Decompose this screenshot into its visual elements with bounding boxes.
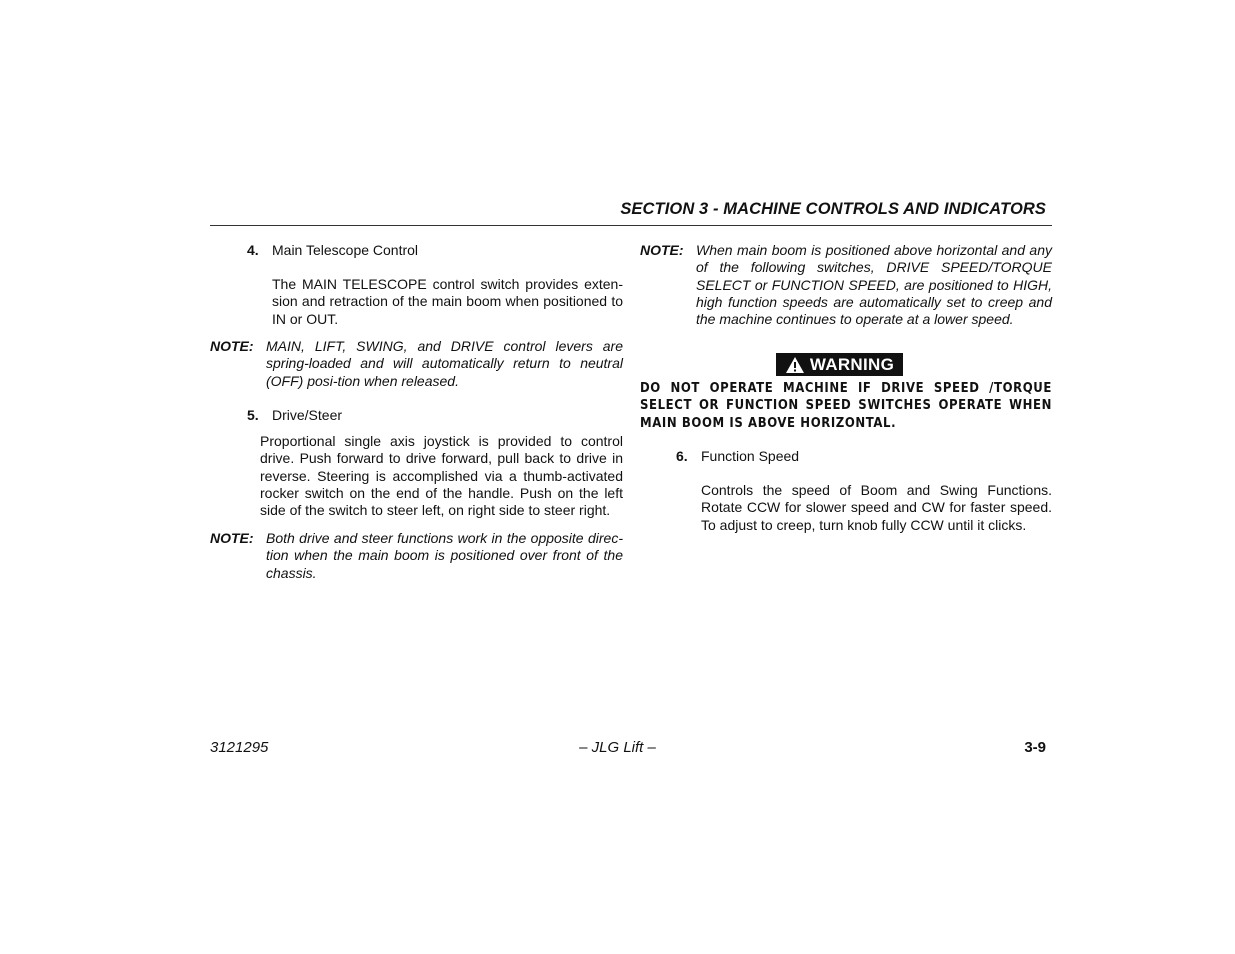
item-5-body: Proportional single axis joystick is provided to control drive. Push forward to drive forward, pull back to drive in reverse. Steering is accomplished via a thumb-activated rocker switch on the end of the handle. Push on the left side of the switch to steer left, on right side to steer right. bbox=[260, 433, 623, 519]
note-3-label: NOTE: bbox=[640, 242, 684, 258]
item-6-body: Controls the speed of Boom and Swing Functions. Rotate CCW for slower speed and CW for faster speed. To adjust to creep, turn knob fully CCW until it clicks. bbox=[701, 482, 1052, 533]
note-2-label: NOTE: bbox=[210, 530, 254, 546]
item-4-number: 4. bbox=[247, 242, 259, 258]
note-2-text: Both drive and steer functions work in the opposite direc-tion when the main boom is positioned over front of the chassis. bbox=[266, 530, 623, 581]
section-title: SECTION 3 - MACHINE CONTROLS AND INDICATORS bbox=[620, 200, 1046, 218]
note-3-text: When main boom is positioned above horizontal and any of the following switches, DRIVE SPEED/TORQUE SELECT or FUNCTION SPEED, are positioned to HIGH, high function speeds are automatically set to creep and the machine continues to operate at a lower speed. bbox=[696, 242, 1052, 328]
warning-badge-label: WARNING bbox=[809, 354, 895, 374]
doc-number: 3121295 bbox=[210, 739, 269, 756]
item-5-number: 5. bbox=[247, 407, 259, 423]
warning-badge bbox=[776, 353, 903, 376]
item-4-title: Main Telescope Control bbox=[272, 242, 419, 258]
item-6-title: Function Speed bbox=[701, 448, 800, 464]
header-divider bbox=[210, 225, 1052, 226]
item-6-number: 6. bbox=[676, 448, 688, 464]
note-1-label: NOTE: bbox=[210, 338, 254, 354]
note-1-text: MAIN, LIFT, SWING, and DRIVE control levers are spring-loaded and will automatically return to neutral (OFF) posi-tion when released. bbox=[266, 338, 623, 389]
item-4-body: The MAIN TELESCOPE control switch provides exten-sion and retraction of the main boom when positioned to IN or OUT. bbox=[272, 276, 623, 327]
page-number: 3-9 bbox=[1024, 739, 1046, 756]
warning-text: DO NOT OPERATE MACHINE IF DRIVE SPEED /TORQUE SELECT OR FUNCTION SPEED SWITCHES OPERATE WHEN MAIN BOOM IS ABOVE HORIZONTAL. bbox=[640, 381, 1052, 431]
warning-triangle-icon bbox=[785, 356, 805, 374]
footer-brand: – JLG Lift – bbox=[579, 739, 656, 756]
item-5-title: Drive/Steer bbox=[272, 407, 343, 423]
